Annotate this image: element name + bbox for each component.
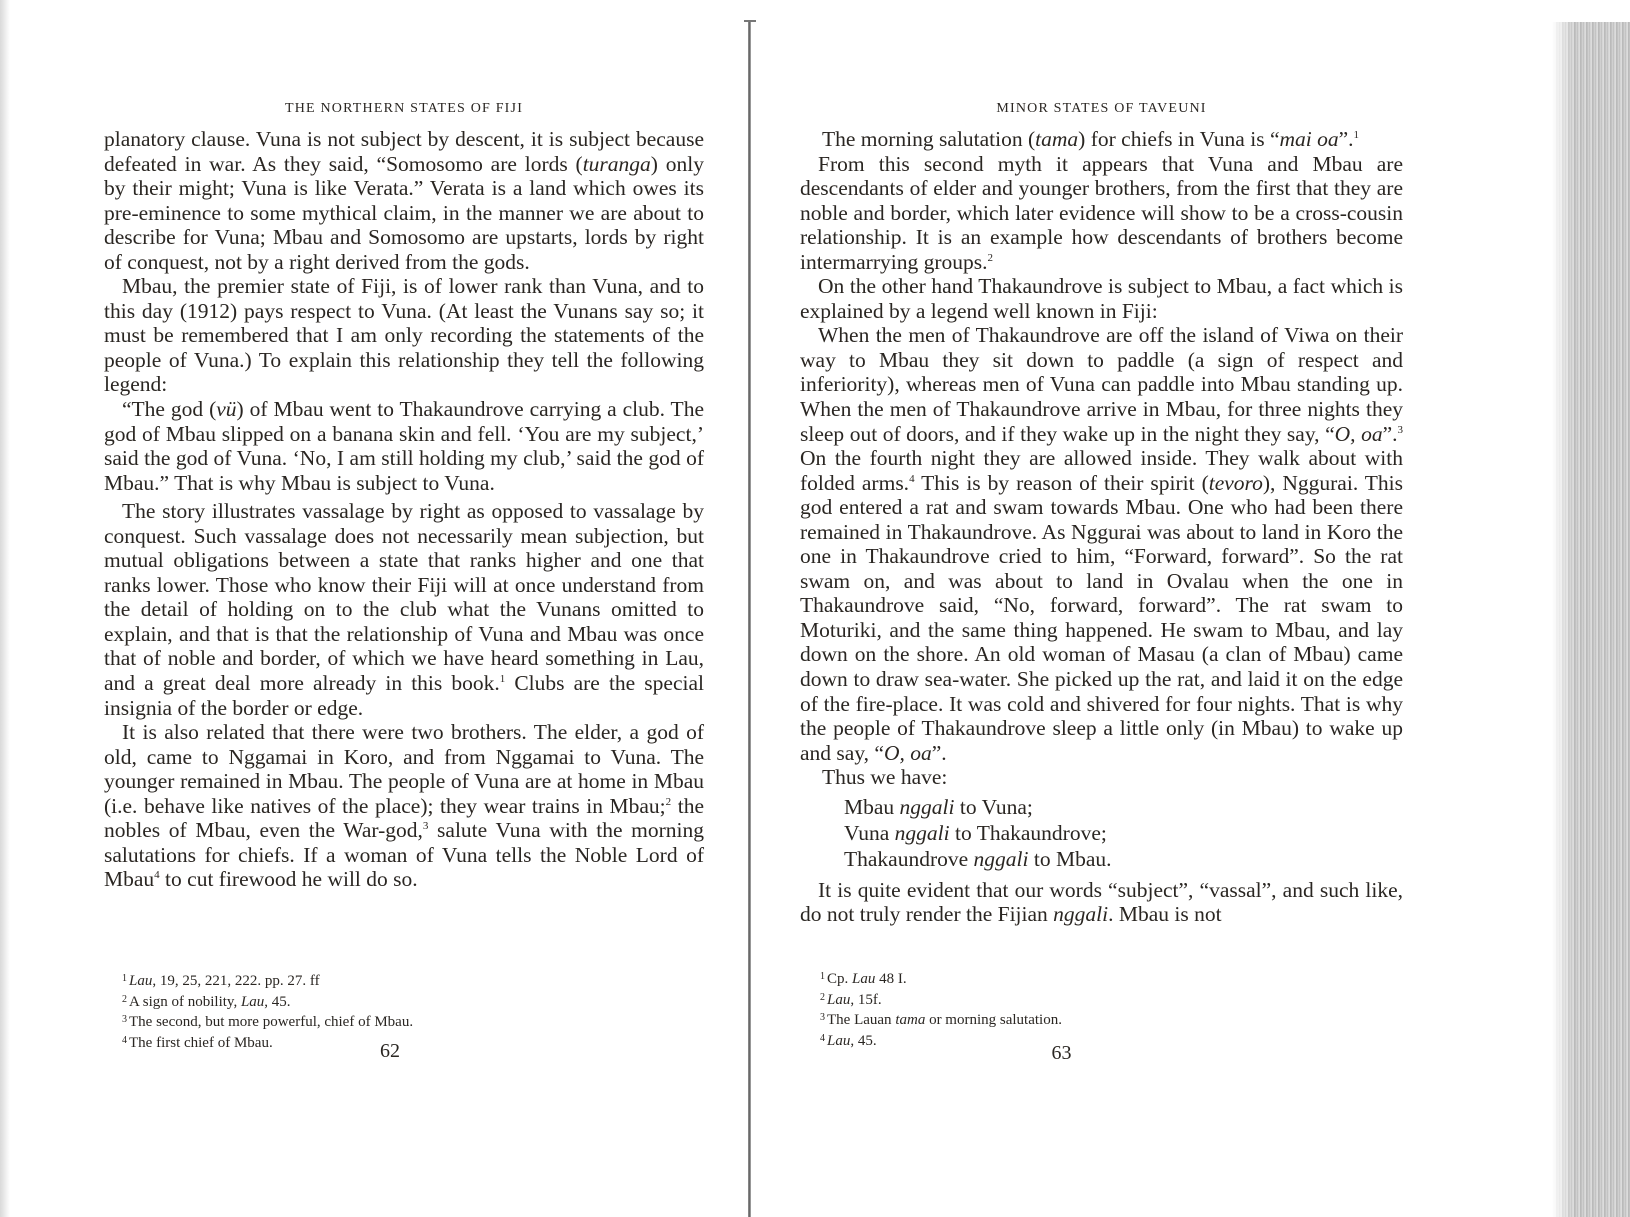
footnote-text: , 19, 25, 221, 222. pp. 27. ff: [152, 973, 320, 989]
text-run: to Mbau.: [1028, 846, 1112, 871]
text-run: When the men of Thakaundrove are off the island of Viwa on their way to Mbau they sit down to paddle (a sign of respect and inferiority), whereas men of Vuna can paddle into Mbau standing up. When the men of Thakaundrove arrive in Mbau, for three nights they sleep out of doors, and if they wake up in the night they say, “: [800, 323, 1403, 446]
right-page: [800, 0, 1403, 1217]
footnote-ref[interactable]: 1: [499, 673, 506, 686]
text-run: The morning salutation (: [822, 127, 1036, 151]
italic-term: turanga: [582, 151, 651, 176]
page-number: 62: [380, 1040, 400, 1062]
footnote-mark: 1: [122, 973, 127, 984]
text-run: to cut firewood he will do so.: [159, 867, 418, 892]
text-run: Vuna: [844, 820, 895, 845]
footnote-text: The first chief of Mbau.: [129, 1034, 273, 1051]
footnote-text: or morning salutation.: [925, 1012, 1062, 1028]
text-run: It is also related that there were two brothers. The elder, a god of old, came to Nggamai in Koro, and from Nggamai to Vuna. The younger remained in Mbau. The people of Vuna are at home in Mbau (i.e. behave like natives of the place); they wear trains in Mbau;: [104, 720, 704, 818]
text-run: ) only by their might; Vuna is like Verata.” Verata is a land which owes its pre-eminence to some mythical claim, in the manner we are about to describe for Vuna; Mbau and Somosomo are upstarts, lords by right of conquest, not by a right derived from the gods.: [104, 151, 704, 274]
italic-term: Lau: [827, 991, 851, 1008]
left-page: [104, 0, 704, 1217]
footnote-text: The second, but more powerful, chief of Mbau.: [129, 1014, 414, 1030]
text-run: planatory clause. Vuna is not subject by descent, it is subject because defeated in war. As they said, “Somosomo are lords (: [104, 127, 704, 176]
footnote-ref[interactable]: 4: [909, 472, 915, 485]
italic-term: tama: [1035, 127, 1079, 151]
text-run: From this second myth it appears that Vuna and Mbau are descendants of elder and younger brothers, from the first that they are noble and border, which later evidence will show to be a cross-cousin relationship. It is an example how descendants of brothers become intermarrying groups.: [800, 151, 1403, 274]
paragraph: [800, 127, 1403, 152]
text-run: Thakaundrove: [844, 846, 974, 871]
footnote-text: A sign of nobility,: [129, 993, 241, 1010]
text-run: ”.: [931, 740, 947, 765]
text-run: the nobles of Mbau, even the War-god,: [104, 793, 704, 843]
paragraph: [800, 323, 1403, 765]
left-page-edge: [0, 0, 10, 1217]
text-run: ) of Mbau went to Thakaundrove carrying a club. The god of Mbau slipped on a banana skin and fell. ‘You are my subject,’ said the god of Vuna. ‘No, I am still holding my club,’ said the god of Mbau.” That is why Mbau is subject to Vuna.: [104, 397, 704, 495]
footnote-mark: 3: [820, 1012, 825, 1023]
text-run: Mbau: [844, 794, 900, 819]
page-stack-edge: [1552, 22, 1630, 1217]
text-run: Clubs are the special insignia of the border or edge.: [104, 671, 704, 720]
italic-term: vü: [216, 397, 237, 422]
verse-line: [844, 846, 1403, 872]
book-gutter: [748, 22, 751, 1217]
footnote-ref[interactable]: 4: [154, 869, 160, 882]
footnote-mark: 3: [122, 1014, 127, 1025]
text-run: “The god (: [122, 397, 217, 422]
paragraph: Thus we have:: [822, 765, 948, 790]
text-run: ”.: [1382, 421, 1398, 446]
footnote-ref[interactable]: 2: [665, 795, 672, 808]
text-run: It is quite evident that our words “subject”, “vassal”, and such like, do not truly render the Fijian: [800, 877, 1403, 927]
footnote-mark: 2: [122, 993, 127, 1005]
italic-term: nggali: [1053, 902, 1109, 927]
italic-term: Lau: [240, 993, 265, 1010]
text-run: salute Vuna with the morning salutations for chiefs. If a woman of Vuna tells the Noble Lord of Mbau: [104, 818, 704, 892]
footnote: [122, 970, 682, 991]
verse-line: [844, 794, 1403, 820]
body-text: [800, 127, 1403, 927]
page-number: 63: [1051, 1042, 1072, 1064]
text-run: to Vuna;: [954, 794, 1033, 819]
italic-term: Lau: [129, 973, 153, 989]
footnote: [820, 1009, 1380, 1030]
footnote-text: Cp.: [827, 971, 853, 987]
footnote-text: , 45.: [850, 1032, 877, 1049]
text-run: ”.: [1338, 127, 1354, 151]
italic-term: nggali: [894, 820, 950, 845]
footnote-text: 48 I.: [875, 971, 907, 987]
text-run: ) for chiefs in Vuna is “: [1078, 127, 1280, 151]
verse-block: [844, 794, 1403, 872]
footnote: [122, 991, 682, 1012]
footnote-mark: 4: [820, 1032, 825, 1044]
text-run: On the fourth night they are allowed inside. They walk about with folded arms.: [800, 446, 1403, 495]
paragraph: Mbau, the premier state of Fiji, is of lower rank than Vuna, and to this day (1912) pays respect to Vuna. (At least the Vunans say so; it must be remembered that I am only recording the statements of the people of Vuna.) To explain this relationship they tell the following legend:: [104, 274, 704, 397]
footnote-ref[interactable]: 2: [987, 251, 993, 264]
verse-line: [844, 820, 1403, 846]
footnote: [820, 968, 1380, 989]
italic-term: nggali: [973, 846, 1029, 871]
footnote-text: , 15f.: [850, 991, 882, 1008]
footnotes: [820, 968, 1380, 1050]
text-run: . Mbau is not: [1108, 902, 1222, 927]
text-run: to Thakaundrove;: [949, 820, 1107, 845]
running-head: MINOR STATES OF TAVEUNI: [996, 101, 1207, 116]
italic-term: mai oa: [1279, 127, 1339, 151]
footnote-mark: 2: [820, 991, 825, 1003]
text-run: This is by reason of their spirit (: [914, 470, 1209, 495]
paragraph: [104, 720, 704, 892]
footnote-ref[interactable]: 1: [1353, 129, 1360, 141]
italic-term: O, oa: [1334, 421, 1383, 446]
paragraph: [800, 878, 1403, 927]
paragraph: [104, 499, 704, 720]
footnote-text: , 45.: [264, 993, 291, 1010]
text-run: ), Nggurai. This god entered a rat and swam towards Mbau. One who had been there remained in Thakaundrove. As Nggurai was about to land in Koro the one in Thakaundrove cried to him, “Forward, forward”. So the rat swam on, and was about to land in Ovalau when the one in Thakaundrove said, “No, forward, forward”. The rat swam to Moturiki, and the same thing happened. He swam to Mbau, and lay down on the shore. An old woman of Masau (a clan of Mbau) came down to draw sea-water. She picked up the rat, and laid it on the edge of the fire-place. It was cold and shivered for four nights. That is why the people of Thakaundrove sleep a little only (in Mbau) to wake up and say, “: [800, 470, 1404, 765]
paragraph: On the other hand Thakaundrove is subject to Mbau, a fact which is explained by a legend well known in Fiji:: [800, 274, 1403, 323]
footnote-ref[interactable]: 3: [422, 820, 429, 833]
footnote-ref[interactable]: 3: [1397, 423, 1403, 436]
running-head: THE NORTHERN STATES OF FIJI: [284, 101, 524, 116]
footnote-text: The Lauan: [827, 1012, 896, 1028]
text-run: The story illustrates vassalage by right as opposed to vassalage by conquest. Such vassalage does not necessarily mean subjection, but mutual obligations between a state that ranks higher and one that ranks lower. Those who know their Fiji will at once understand from the detail of holding on to the club what the Vunans omitted to explain, and that is that the relationship of Vuna and Mbau was once that of noble and border, of which we have heard something in Lau, and a great deal more already in this book.: [104, 499, 704, 696]
italic-term: tama: [895, 1012, 926, 1028]
body-text: [104, 127, 704, 892]
paragraph: [800, 152, 1403, 275]
italic-term: O, oa: [883, 740, 932, 765]
italic-term: Lau: [852, 971, 876, 987]
italic-term: Lau: [827, 1032, 851, 1049]
italic-term: nggali: [899, 794, 955, 819]
footnote-mark: 4: [122, 1034, 127, 1046]
footnote: [820, 989, 1380, 1010]
paragraph: [104, 127, 704, 274]
italic-term: tevoro: [1208, 470, 1263, 495]
footnote: [122, 1011, 682, 1032]
footnote-mark: 1: [820, 971, 825, 982]
paragraph: [104, 397, 704, 495]
